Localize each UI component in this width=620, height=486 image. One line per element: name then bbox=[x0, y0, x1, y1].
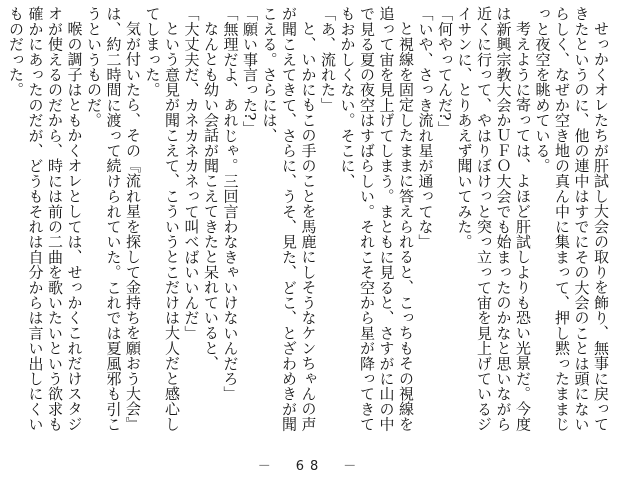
paragraph-2: 考えように寄っては、よほど肝試しよりも恐い光景だ。今度は新興宗教大会かＵＦＯ大会でも始まったのかなと思いながら近くに行って、やはりぼけっと突っ立って宙を見上げているジイサンに、とりあえず聞いてみた。 bbox=[455, 6, 532, 432]
paragraph-3: と視線を固定したままに答えられると、こっちもその視線を追って宙を見上げてしまう。まともに見ると、さすがに山の中で見る夏の夜空はすばらしい。それこそ空から星が降ってきてもおかしくない。そこに、 bbox=[338, 6, 415, 432]
dialogue-line-4: 「願い事言った?」 bbox=[241, 6, 259, 136]
dialogue-line-6: 「大丈夫だ、カネカネカネって叫べばいいんだ」 bbox=[182, 6, 201, 341]
dialogue-line-3: 「あ、流れた」 bbox=[319, 6, 337, 113]
paragraph-1: せっかくオレたちが肝試し大会の取りを飾り、無事に戻ってきたというのに、他の連中はすでにその大会のことは頭にないらしく、なぜか空き地の真ん中に集まって、押し黙ったままじっと夜空を眺めている。 bbox=[533, 6, 610, 432]
paragraph-7: 気が付いたら、その『流れ星を探して金持ちを願おう大会』は、約二時間に渡って続けられていた。これでは夏風邪も引こうというものだ。 bbox=[85, 6, 142, 432]
paragraph-5: なんとも幼い会話が聞こえてきたと呆れていると、 bbox=[202, 21, 220, 371]
paragraph-8: 喉の調子はともかくオレとしては、せっかくこれだけスタジオが使えるのだから、時には前の二曲を歌いたいという欲求も確かにあったのだが、どうもそれは自分からは言い出しにくいものだった。 bbox=[7, 6, 84, 432]
dialogue-line-5: 「無理だよ、あれじゃ。三回言わなきゃいけないんだろ」 bbox=[221, 6, 240, 402]
vertical-text-body bbox=[6, 6, 610, 446]
paragraph-4: と、いかにもこの手のことを馬鹿にしそうなケンちゃんの声が聞こえてきて、さらに、うそ、見た、どこ、とざわめきが聞こえる。さらには、 bbox=[260, 6, 318, 432]
dialogue-line-1: 「何やってんだ?」 bbox=[436, 6, 454, 136]
dialogue-line-2: 「いや、さっき流れ星が通ってな」 bbox=[416, 6, 435, 250]
page-number: － 68 － bbox=[257, 459, 363, 474]
paragraph-6: という意見が聞こえて、こういうとこだけは大人だと感心してしまった。 bbox=[143, 6, 181, 432]
